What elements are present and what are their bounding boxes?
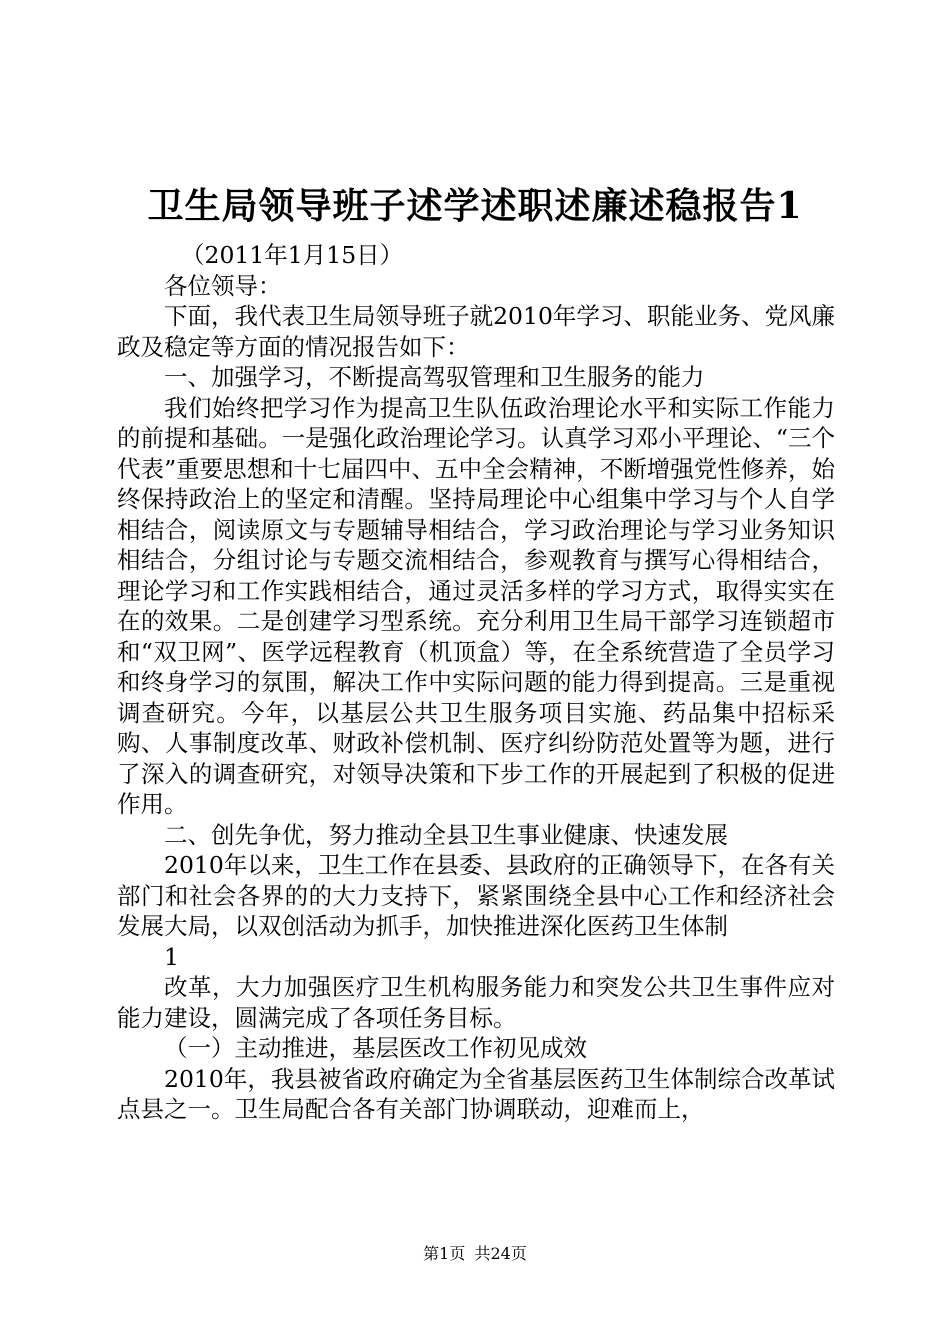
subsection-heading-1: （一）主动推进，基层医改工作初见成效 xyxy=(164,1034,587,1062)
section-heading-1: 一、加强学习，不断提高驾驭管理和卫生服务的能力 xyxy=(164,363,705,391)
section-1-paragraph: 我们始终把学习作为提高卫生队伍政治理论水平和实际工作能力的前提和基础。一是强化政治理论学习。认真学习邓小平理论、“三个代表”重要思想和十七届四中、五中全会精神，不断增强党性修养，始终保持政治上的坚定和清醒。坚持局理论中心组集中学习与个人自学相结合，阅读原文与专题辅导相结合，学习政治理论与学习业务知识相结合，分组讨论与专题交流相结合，参观教育与撰写心得相结合，理论学习和工作实践相结合，通过灵活多样的学习方式，取得实实在在的效果。二是创建学习型系统。充分利用卫生局干部学习连锁超市和“双卫网”、医学远程教育（机顶盒）等，在全系统营造了全员学习和终身学习的氛围，解决工作中实际问题的能力得到提高。三是重视调查研究。今年，以基层公共卫生服务项目实施、药品集中招标采购、人事制度改革、财政补偿机制、医疗纠纷防范处置等为题，进行了深入的调查研究，对领导决策和下步工作的开展起到了积极的促进作用。 xyxy=(117,393,835,818)
page-total-label: 共24页 xyxy=(474,1244,527,1263)
section-2-continued-paragraph: 改革，大力加强医疗卫生机构服务能力和突发公共卫生事件应对能力建设，圆满完成了各项任务目标。 xyxy=(117,973,835,1032)
section-2-paragraph: 2010年以来，卫生工作在县委、县政府的正确领导下，在各有关部门和社会各界的的大力支持下，紧紧围绕全县中心工作和经济社会发展大局，以双创活动为抓手，加快推进深化医药卫生体制 xyxy=(117,851,835,940)
document-title: 卫生局领导班子述学述职述廉述稳报告1 xyxy=(147,185,803,227)
report-date: （2011年1月15日） xyxy=(181,241,404,269)
intro-paragraph: 下面，我代表卫生局领导班子就2010年学习、职能业务、党风廉政及稳定等方面的情况报告如下： xyxy=(117,302,835,361)
subsection-1-paragraph: 2010年，我县被省政府确定为全省基层医药卫生体制综合改革试点县之一。卫生局配合各有关部门协调联动，迎难而上， xyxy=(117,1064,835,1123)
page-footer xyxy=(0,1244,950,1264)
inline-page-number: 1 xyxy=(164,942,179,971)
page-current-label: 第1页 xyxy=(423,1244,466,1263)
section-heading-2: 二、创先争优，努力推动全县卫生事业健康、快速发展 xyxy=(164,820,728,849)
document-body xyxy=(117,240,835,1125)
salutation: 各位领导： xyxy=(164,271,282,300)
